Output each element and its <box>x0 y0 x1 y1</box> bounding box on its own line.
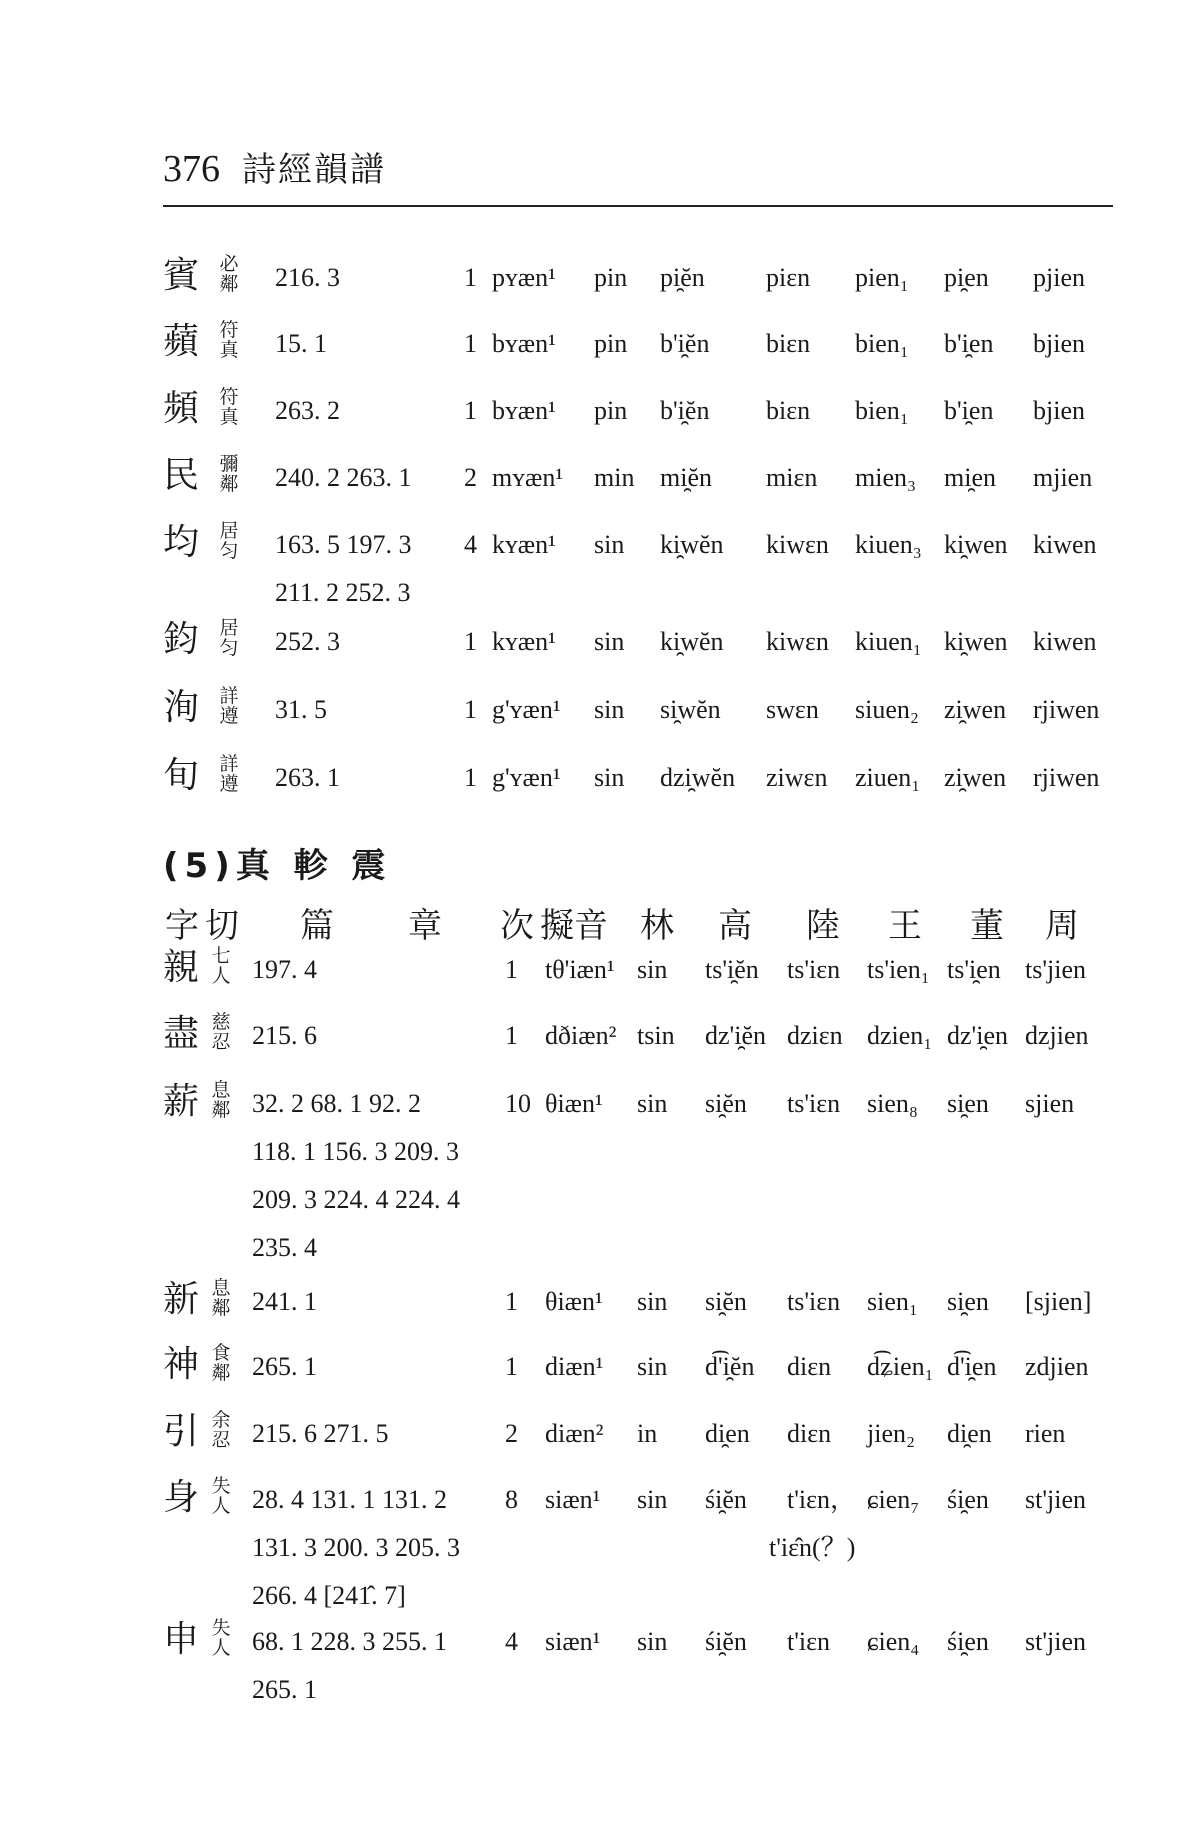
reconstruction: θiæn¹ <box>545 1089 603 1118</box>
character: 身 <box>163 1477 200 1518</box>
li-reading-note: t'iɛ̂n(？) <box>769 1533 856 1562</box>
reconstruction: dðiæn² <box>545 1021 617 1050</box>
occurrence-count: 1 <box>464 329 477 358</box>
wang-reading: di̯en <box>947 1419 992 1448</box>
dong-reading: bjien <box>1033 396 1085 425</box>
wang-reading: śi̯en <box>947 1627 989 1656</box>
dong-reading: [sjien] <box>1025 1287 1092 1316</box>
wang-reading: b'i̯en <box>944 396 994 425</box>
fanqie: 符真 <box>219 386 239 428</box>
wang-reading: d͡'i̯en <box>947 1352 997 1381</box>
li-reading: ts'iɛn <box>787 1089 841 1118</box>
col-header-dong: 董 <box>970 906 1004 946</box>
fanqie: 居匀 <box>219 520 239 562</box>
modern-reading: tsin <box>637 1021 675 1050</box>
occurrence-count: 1 <box>464 396 477 425</box>
occurrence-count: 1 <box>505 1287 518 1316</box>
reconstruction: siæn¹ <box>545 1485 601 1514</box>
occurrence-count: 1 <box>505 1021 518 1050</box>
ode-reference: 197. 4 <box>252 955 317 984</box>
character: 旬 <box>163 755 200 796</box>
ode-reference: 265. 1 <box>252 1352 317 1381</box>
lu-reading: bien₁ <box>855 396 909 425</box>
reconstruction: diæn¹ <box>545 1352 604 1381</box>
li-reading: kiwɛn <box>766 530 829 559</box>
wang-reading: ki̯wen <box>944 530 1008 559</box>
wang-reading: si̯en <box>947 1089 989 1118</box>
ode-reference: 252. 3 <box>275 627 340 656</box>
character: 均 <box>163 522 200 563</box>
li-reading: ts'iɛn <box>787 1287 841 1316</box>
ode-reference: 235. 4 <box>252 1233 317 1262</box>
karlgren-reading: ki̯wĕn <box>660 530 724 559</box>
fanqie: 詳遵 <box>219 753 239 795</box>
wang-reading: ki̯wen <box>944 627 1008 656</box>
wang-reading: zi̯wen <box>944 763 1007 792</box>
li-reading: ts'iɛn <box>787 955 841 984</box>
lu-reading: siuen₂ <box>855 695 919 724</box>
ode-reference: 266. 4 [241̂. 7] <box>252 1581 406 1610</box>
lu-reading: jien₂ <box>867 1419 916 1448</box>
reconstruction: kʏæn¹ <box>492 627 556 656</box>
dong-reading: kiwen <box>1033 627 1097 656</box>
occurrence-count: 1 <box>505 1352 518 1381</box>
lu-reading: ts'ien₁ <box>867 955 930 984</box>
reconstruction: bʏæn¹ <box>492 396 556 425</box>
modern-reading: pin <box>594 263 628 292</box>
ode-reference: 263. 1 <box>275 763 340 792</box>
dong-reading: sjien <box>1025 1089 1075 1118</box>
reconstruction: g'ʏæn¹ <box>492 763 561 792</box>
lu-reading: kiuen₃ <box>855 530 922 559</box>
li-reading: piɛn <box>766 263 811 292</box>
karlgren-reading: ki̯wĕn <box>660 627 724 656</box>
wang-reading: pi̯en <box>944 263 989 292</box>
ode-reference: 28. 4 131. 1 131. 2 <box>252 1485 447 1514</box>
modern-reading: sin <box>637 955 668 984</box>
ode-reference: 263. 2 <box>275 396 340 425</box>
occurrence-count: 4 <box>505 1627 518 1656</box>
li-reading: swɛn <box>766 695 819 724</box>
li-reading: biɛn <box>766 396 811 425</box>
reconstruction: θiæn¹ <box>545 1287 603 1316</box>
occurrence-count: 1 <box>505 955 518 984</box>
li-reading: miɛn <box>766 463 818 492</box>
occurrence-count: 2 <box>464 463 477 492</box>
ode-reference: 68. 1 228. 3 255. 1 <box>252 1627 447 1656</box>
karlgren-reading: si̯wĕn <box>660 695 721 724</box>
fanqie: 慈忍 <box>211 1011 231 1053</box>
wang-reading: si̯en <box>947 1287 989 1316</box>
dong-reading: rjiwen <box>1033 695 1100 724</box>
li-reading: diɛn <box>787 1419 832 1448</box>
fanqie: 彌鄰 <box>219 453 239 495</box>
lu-reading: ɕien₄ <box>867 1627 920 1656</box>
dong-reading: ts'jien <box>1025 955 1087 984</box>
fanqie: 詳遵 <box>219 685 239 727</box>
modern-reading: in <box>637 1419 658 1448</box>
character: 神 <box>163 1344 200 1385</box>
reconstruction: kʏæn¹ <box>492 530 556 559</box>
ode-reference: 15. 1 <box>275 329 327 358</box>
ode-reference: 32. 2 68. 1 92. 2 <box>252 1089 421 1118</box>
lu-reading: ziuen₁ <box>855 763 921 792</box>
character: 賓 <box>163 255 200 296</box>
karlgren-reading: di̯en <box>705 1419 750 1448</box>
li-reading: t'iɛn <box>787 1627 831 1656</box>
reconstruction: pʏæn¹ <box>492 263 556 292</box>
dong-reading: dzjien <box>1025 1021 1089 1050</box>
wang-reading: mi̯en <box>944 463 996 492</box>
page-header <box>163 146 386 192</box>
occurrence-count: 1 <box>464 695 477 724</box>
modern-reading: sin <box>594 763 625 792</box>
col-header-zhou: 周 <box>1045 906 1079 946</box>
fanqie: 居匀 <box>219 617 239 659</box>
karlgren-reading: pi̯ĕn <box>660 263 705 292</box>
modern-reading: sin <box>637 1287 668 1316</box>
fanqie: 余忍 <box>211 1409 231 1451</box>
dong-reading: st'jien <box>1025 1627 1087 1656</box>
modern-reading: min <box>594 463 635 492</box>
karlgren-reading: si̯ĕn <box>705 1089 747 1118</box>
ode-reference: 163. 5 197. 3 <box>275 530 412 559</box>
modern-reading: sin <box>594 530 625 559</box>
col-header-qie: 切 <box>205 906 239 946</box>
lu-reading: dzien₁ <box>867 1021 933 1050</box>
fanqie: 食鄰 <box>211 1342 231 1384</box>
col-header-wang: 王 <box>888 906 922 946</box>
col-header-lu: 陸 <box>806 906 840 946</box>
karlgren-reading: b'i̯ĕn <box>660 396 710 425</box>
karlgren-reading: dzi̯wĕn <box>660 763 736 792</box>
ode-reference: 240. 2 263. 1 <box>275 463 412 492</box>
reconstruction: diæn² <box>545 1419 604 1448</box>
col-header-pian: 篇 <box>300 906 334 946</box>
dong-reading: mjien <box>1033 463 1093 492</box>
fanqie: 息鄰 <box>211 1079 231 1121</box>
col-header-gao: 高 <box>718 906 752 946</box>
reconstruction: tθ'iæn¹ <box>545 955 615 984</box>
lu-reading: sien₁ <box>867 1287 918 1316</box>
occurrence-count: 8 <box>505 1485 518 1514</box>
ode-reference: 241. 1 <box>252 1287 317 1316</box>
wang-reading: dz'i̯en <box>947 1021 1008 1050</box>
lu-reading: bien₁ <box>855 329 909 358</box>
lu-reading: d͡ʑien₁ <box>867 1352 934 1381</box>
occurrence-count: 4 <box>464 530 477 559</box>
column-headers <box>0 898 1200 948</box>
ode-reference: 215. 6 <box>252 1021 317 1050</box>
occurrence-count: 10 <box>505 1089 531 1118</box>
dong-reading: kiwen <box>1033 530 1097 559</box>
ode-reference: 31. 5 <box>275 695 327 724</box>
character: 頻 <box>163 388 200 429</box>
karlgren-reading: śi̯ĕn <box>705 1627 747 1656</box>
page-number: 376 <box>163 148 220 190</box>
character: 引 <box>163 1411 200 1452</box>
character: 蘋 <box>163 321 200 362</box>
lu-reading: ɕien₇ <box>867 1485 920 1514</box>
modern-reading: pin <box>594 396 628 425</box>
li-reading: biɛn <box>766 329 811 358</box>
book-title: 詩經韻譜 <box>242 150 386 190</box>
fanqie: 必鄰 <box>219 253 239 295</box>
dong-reading: st'jien <box>1025 1485 1087 1514</box>
character: 薪 <box>163 1081 200 1122</box>
lu-reading: sien₈ <box>867 1089 918 1118</box>
fanqie: 符真 <box>219 319 239 361</box>
occurrence-count: 1 <box>464 263 477 292</box>
reconstruction: mʏæn¹ <box>492 463 564 492</box>
karlgren-reading: b'i̯ĕn <box>660 329 710 358</box>
wang-reading: ts'i̯en <box>947 955 1001 984</box>
ode-reference: 216. 3 <box>275 263 340 292</box>
modern-reading: sin <box>637 1352 668 1381</box>
modern-reading: sin <box>637 1089 668 1118</box>
occurrence-count: 2 <box>505 1419 518 1448</box>
karlgren-reading: ts'i̯ĕn <box>705 955 759 984</box>
lu-reading: mien₃ <box>855 463 917 492</box>
karlgren-reading: si̯ĕn <box>705 1287 747 1316</box>
col-header-lin: 林 <box>640 906 674 946</box>
character: 申 <box>163 1619 200 1660</box>
occurrence-count: 1 <box>464 627 477 656</box>
wang-reading: śi̯en <box>947 1485 989 1514</box>
dong-reading: zdjien <box>1025 1352 1089 1381</box>
character: 鈞 <box>163 619 200 660</box>
lu-reading: kiuen₁ <box>855 627 922 656</box>
character: 親 <box>163 947 200 988</box>
fanqie: 七人 <box>211 945 231 987</box>
modern-reading: pin <box>594 329 628 358</box>
modern-reading: sin <box>637 1485 668 1514</box>
li-reading: diɛn <box>787 1352 832 1381</box>
karlgren-reading: dz'i̯ĕn <box>705 1021 766 1050</box>
modern-reading: sin <box>594 627 625 656</box>
ode-reference: 211. 2 252. 3 <box>275 578 411 607</box>
section-title: (5)真 軫 震 <box>163 846 392 886</box>
modern-reading: sin <box>637 1627 668 1656</box>
character: 盡 <box>163 1013 200 1054</box>
li-reading: kiwɛn <box>766 627 829 656</box>
col-header-ci: 次 <box>500 906 534 946</box>
reconstruction: siæn¹ <box>545 1627 601 1656</box>
reconstruction: bʏæn¹ <box>492 329 556 358</box>
ode-reference: 215. 6 271. 5 <box>252 1419 389 1448</box>
karlgren-reading: śi̯ĕn <box>705 1485 747 1514</box>
dong-reading: rjiwen <box>1033 763 1100 792</box>
dong-reading: pjien <box>1033 263 1085 292</box>
fanqie: 失人 <box>211 1475 231 1517</box>
col-header-zhang: 章 <box>408 906 442 946</box>
header-rule <box>163 205 1113 207</box>
wang-reading: b'i̯en <box>944 329 994 358</box>
ode-reference: 118. 1 156. 3 209. 3 <box>252 1137 460 1166</box>
ode-reference: 209. 3 224. 4 224. 4 <box>252 1185 460 1214</box>
col-header-char: 字 <box>165 906 199 946</box>
li-reading: ziwɛn <box>766 763 828 792</box>
fanqie: 失人 <box>211 1617 231 1659</box>
character: 洵 <box>163 687 200 728</box>
lu-reading: pien₁ <box>855 263 909 292</box>
character: 新 <box>163 1279 200 1320</box>
karlgren-reading: d͡'i̯ĕn <box>705 1352 755 1381</box>
wang-reading: zi̯wen <box>944 695 1007 724</box>
dong-reading: bjien <box>1033 329 1085 358</box>
occurrence-count: 1 <box>464 763 477 792</box>
reconstruction: g'ʏæn¹ <box>492 695 561 724</box>
li-reading: dziɛn <box>787 1021 843 1050</box>
character: 民 <box>163 455 200 496</box>
ode-reference: 265. 1 <box>252 1675 317 1704</box>
col-header-niyin: 擬音 <box>540 906 608 946</box>
karlgren-reading: mi̯ĕn <box>660 463 712 492</box>
ode-reference: 131. 3 200. 3 205. 3 <box>252 1533 460 1562</box>
modern-reading: sin <box>594 695 625 724</box>
fanqie: 息鄰 <box>211 1277 231 1319</box>
li-reading: t'iɛn， <box>787 1485 857 1514</box>
dong-reading: rien <box>1025 1419 1066 1448</box>
